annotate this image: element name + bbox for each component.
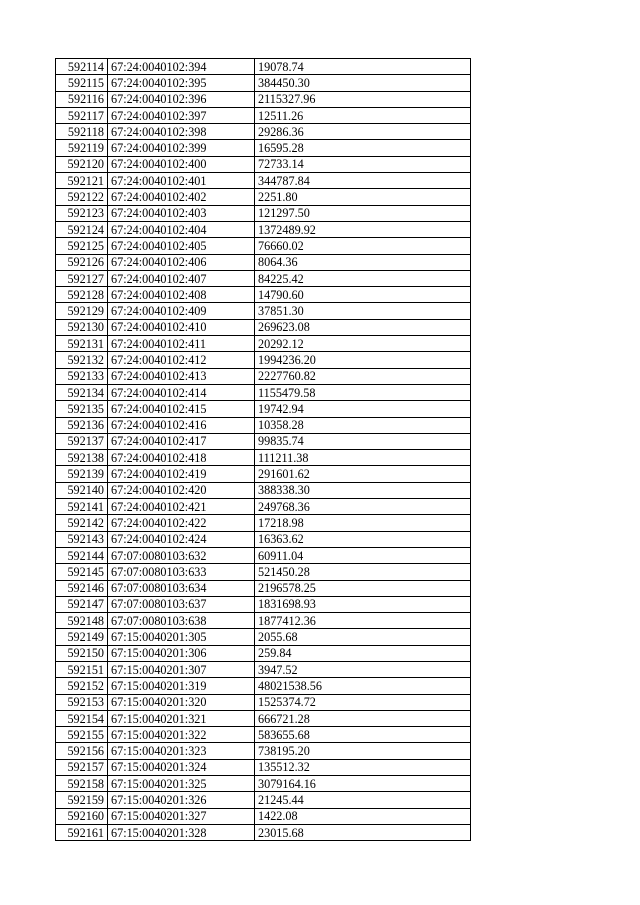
cadastral-number-cell: 67:15:0040201:323 [108,743,255,759]
amount-cell: 1877412.36 [255,613,471,629]
row-id-cell: 592161 [56,824,108,840]
row-id-cell: 592137 [56,433,108,449]
cadastral-number-cell: 67:15:0040201:307 [108,661,255,677]
amount-cell: 3947.52 [255,661,471,677]
table-row [56,384,471,400]
table-row [56,694,471,710]
row-id-cell: 592140 [56,482,108,498]
cadastral-number-cell: 67:24:0040102:395 [108,75,255,91]
row-id-cell: 592151 [56,661,108,677]
cadastral-number-cell: 67:24:0040102:420 [108,482,255,498]
table-row [56,221,471,237]
amount-cell: 111211.38 [255,450,471,466]
cadastral-number-cell: 67:24:0040102:416 [108,417,255,433]
row-id-cell: 592132 [56,352,108,368]
table-row [56,433,471,449]
amount-cell: 84225.42 [255,270,471,286]
row-id-cell: 592144 [56,547,108,563]
amount-cell: 48021538.56 [255,678,471,694]
amount-cell: 291601.62 [255,466,471,482]
table-row [56,613,471,629]
row-id-cell: 592149 [56,629,108,645]
table-row [56,59,471,75]
table-row [56,482,471,498]
table-row [56,596,471,612]
cadastral-number-cell: 67:24:0040102:422 [108,515,255,531]
table-row [56,319,471,335]
cadastral-number-cell: 67:07:0080103:634 [108,580,255,596]
row-id-cell: 592155 [56,727,108,743]
row-id-cell: 592120 [56,156,108,172]
cadastral-number-cell: 67:24:0040102:405 [108,238,255,254]
row-id-cell: 592156 [56,743,108,759]
cadastral-number-cell: 67:24:0040102:418 [108,450,255,466]
amount-cell: 20292.12 [255,336,471,352]
amount-cell: 388338.30 [255,482,471,498]
table-row [56,450,471,466]
amount-cell: 16363.62 [255,531,471,547]
amount-cell: 384450.30 [255,75,471,91]
amount-cell: 2055.68 [255,629,471,645]
row-id-cell: 592115 [56,75,108,91]
table-row [56,140,471,156]
table-row [56,205,471,221]
table-row [56,580,471,596]
table-row [56,238,471,254]
cadastral-number-cell: 67:24:0040102:402 [108,189,255,205]
cadastral-number-cell: 67:07:0080103:638 [108,613,255,629]
amount-cell: 2251.80 [255,189,471,205]
table-row [56,564,471,580]
table-row [56,499,471,515]
row-id-cell: 592136 [56,417,108,433]
table-row [56,336,471,352]
amount-cell: 259.84 [255,645,471,661]
row-id-cell: 592127 [56,270,108,286]
cadastral-number-cell: 67:24:0040102:396 [108,91,255,107]
row-id-cell: 592117 [56,107,108,123]
table-row [56,287,471,303]
cadastral-number-cell: 67:24:0040102:400 [108,156,255,172]
row-id-cell: 592134 [56,384,108,400]
cadastral-number-cell: 67:15:0040201:321 [108,710,255,726]
amount-cell: 121297.50 [255,205,471,221]
table-row [56,710,471,726]
row-id-cell: 592128 [56,287,108,303]
table-row [56,401,471,417]
table-row [56,124,471,140]
table-row [56,759,471,775]
row-id-cell: 592119 [56,140,108,156]
cadastral-number-cell: 67:24:0040102:417 [108,433,255,449]
row-id-cell: 592147 [56,596,108,612]
row-id-cell: 592138 [56,450,108,466]
amount-cell: 72733.14 [255,156,471,172]
row-id-cell: 592143 [56,531,108,547]
cadastral-number-cell: 67:24:0040102:408 [108,287,255,303]
row-id-cell: 592123 [56,205,108,221]
table-row [56,270,471,286]
cadastral-number-cell: 67:24:0040102:409 [108,303,255,319]
row-id-cell: 592130 [56,319,108,335]
row-id-cell: 592158 [56,776,108,792]
table-row [56,352,471,368]
cadastral-number-cell: 67:15:0040201:305 [108,629,255,645]
amount-cell: 3079164.16 [255,776,471,792]
cadastral-number-cell: 67:15:0040201:327 [108,808,255,824]
amount-cell: 29286.36 [255,124,471,140]
amount-cell: 19078.74 [255,59,471,75]
amount-cell: 8064.36 [255,254,471,270]
row-id-cell: 592129 [56,303,108,319]
amount-cell: 99835.74 [255,433,471,449]
row-id-cell: 592133 [56,368,108,384]
row-id-cell: 592152 [56,678,108,694]
cadastral-number-cell: 67:24:0040102:419 [108,466,255,482]
amount-cell: 16595.28 [255,140,471,156]
table-row [56,254,471,270]
amount-cell: 738195.20 [255,743,471,759]
cadastral-number-cell: 67:15:0040201:325 [108,776,255,792]
table-row [56,75,471,91]
row-id-cell: 592124 [56,221,108,237]
cadastral-number-cell: 67:24:0040102:403 [108,205,255,221]
cadastral-number-cell: 67:24:0040102:415 [108,401,255,417]
table-row [56,727,471,743]
table-row [56,417,471,433]
row-id-cell: 592160 [56,808,108,824]
table-row [56,107,471,123]
amount-cell: 2196578.25 [255,580,471,596]
cadastral-number-cell: 67:07:0080103:633 [108,564,255,580]
amount-cell: 2227760.82 [255,368,471,384]
amount-cell: 76660.02 [255,238,471,254]
table-row [56,368,471,384]
table-row [56,645,471,661]
amount-cell: 1372489.92 [255,221,471,237]
cadastral-number-cell: 67:15:0040201:319 [108,678,255,694]
cadastral-number-cell: 67:15:0040201:326 [108,792,255,808]
row-id-cell: 592154 [56,710,108,726]
row-id-cell: 592153 [56,694,108,710]
row-id-cell: 592142 [56,515,108,531]
amount-cell: 1422.08 [255,808,471,824]
cadastral-number-cell: 67:24:0040102:399 [108,140,255,156]
cadastral-number-cell: 67:24:0040102:421 [108,499,255,515]
amount-cell: 666721.28 [255,710,471,726]
amount-cell: 14790.60 [255,287,471,303]
cadastral-number-cell: 67:15:0040201:320 [108,694,255,710]
cadastral-number-cell: 67:24:0040102:410 [108,319,255,335]
cadastral-number-cell: 67:24:0040102:398 [108,124,255,140]
cadastral-number-cell: 67:15:0040201:306 [108,645,255,661]
table-row [56,189,471,205]
row-id-cell: 592116 [56,91,108,107]
amount-cell: 10358.28 [255,417,471,433]
cadastral-number-cell: 67:24:0040102:406 [108,254,255,270]
row-id-cell: 592121 [56,173,108,189]
cadastral-number-cell: 67:07:0080103:632 [108,547,255,563]
row-id-cell: 592145 [56,564,108,580]
cadastral-number-cell: 67:24:0040102:424 [108,531,255,547]
table-row [56,303,471,319]
cadastral-number-cell: 67:24:0040102:413 [108,368,255,384]
amount-cell: 19742.94 [255,401,471,417]
cadastral-number-cell: 67:24:0040102:412 [108,352,255,368]
row-id-cell: 592146 [56,580,108,596]
table-row [56,547,471,563]
table-row [56,515,471,531]
amount-cell: 1994236.20 [255,352,471,368]
table-row [56,629,471,645]
cadastral-number-cell: 67:07:0080103:637 [108,596,255,612]
amount-cell: 269623.08 [255,319,471,335]
table-row [56,792,471,808]
records-table-body [56,59,471,841]
cadastral-number-cell: 67:24:0040102:397 [108,107,255,123]
row-id-cell: 592139 [56,466,108,482]
table-row [56,678,471,694]
cadastral-number-cell: 67:24:0040102:407 [108,270,255,286]
cadastral-number-cell: 67:24:0040102:414 [108,384,255,400]
amount-cell: 521450.28 [255,564,471,580]
row-id-cell: 592118 [56,124,108,140]
amount-cell: 1155479.58 [255,384,471,400]
table-row [56,743,471,759]
cadastral-number-cell: 67:15:0040201:324 [108,759,255,775]
table-row [56,466,471,482]
cadastral-number-cell: 67:24:0040102:401 [108,173,255,189]
amount-cell: 249768.36 [255,499,471,515]
amount-cell: 60911.04 [255,547,471,563]
table-row [56,808,471,824]
amount-cell: 135512.32 [255,759,471,775]
table-row [56,156,471,172]
row-id-cell: 592148 [56,613,108,629]
row-id-cell: 592126 [56,254,108,270]
table-row [56,824,471,840]
cadastral-number-cell: 67:24:0040102:404 [108,221,255,237]
row-id-cell: 592114 [56,59,108,75]
table-row [56,661,471,677]
cadastral-number-cell: 67:24:0040102:394 [108,59,255,75]
amount-cell: 21245.44 [255,792,471,808]
records-table [55,58,471,841]
table-row [56,91,471,107]
row-id-cell: 592125 [56,238,108,254]
row-id-cell: 592150 [56,645,108,661]
amount-cell: 37851.30 [255,303,471,319]
amount-cell: 12511.26 [255,107,471,123]
cadastral-number-cell: 67:15:0040201:322 [108,727,255,743]
row-id-cell: 592122 [56,189,108,205]
row-id-cell: 592131 [56,336,108,352]
row-id-cell: 592157 [56,759,108,775]
amount-cell: 2115327.96 [255,91,471,107]
row-id-cell: 592141 [56,499,108,515]
amount-cell: 23015.68 [255,824,471,840]
amount-cell: 344787.84 [255,173,471,189]
amount-cell: 583655.68 [255,727,471,743]
table-row [56,173,471,189]
table-row [56,776,471,792]
amount-cell: 1525374.72 [255,694,471,710]
cadastral-number-cell: 67:15:0040201:328 [108,824,255,840]
amount-cell: 1831698.93 [255,596,471,612]
row-id-cell: 592159 [56,792,108,808]
cadastral-number-cell: 67:24:0040102:411 [108,336,255,352]
table-row [56,531,471,547]
row-id-cell: 592135 [56,401,108,417]
amount-cell: 17218.98 [255,515,471,531]
